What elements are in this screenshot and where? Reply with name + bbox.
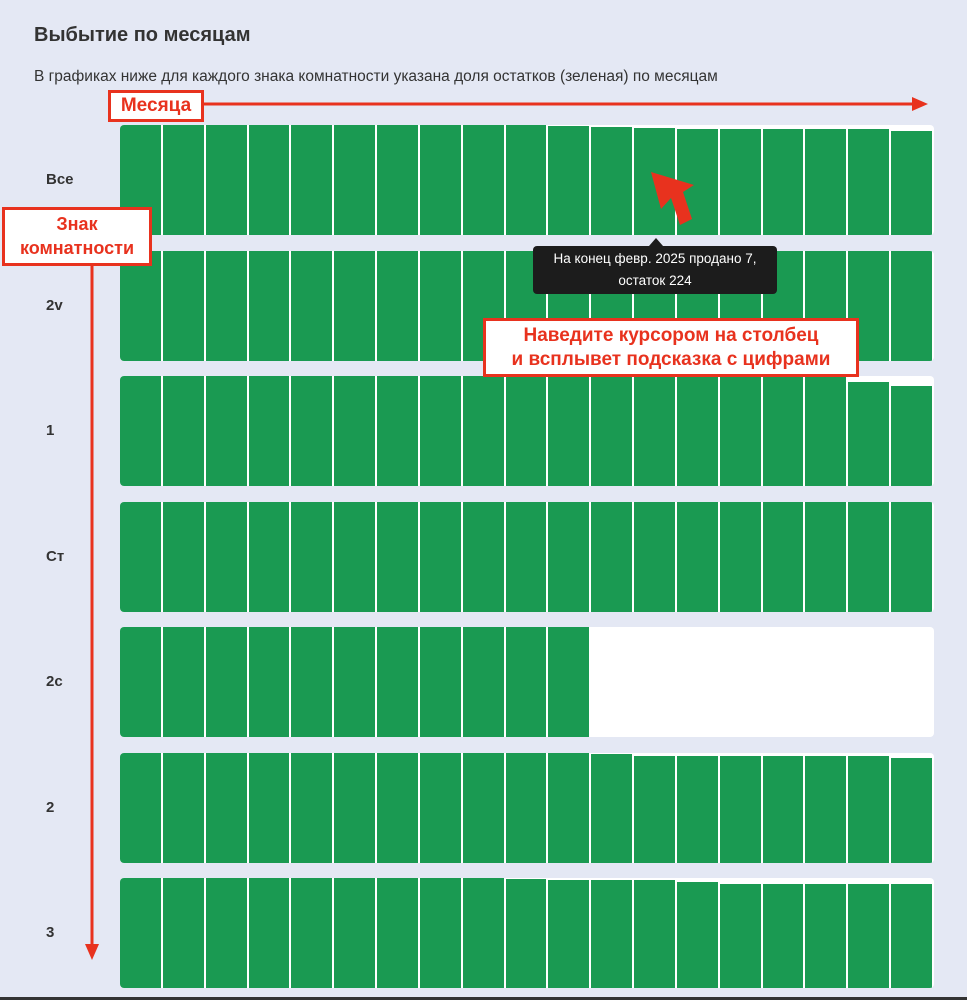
month-bar[interactable] [377,502,418,612]
month-bar[interactable] [206,125,247,235]
month-bar[interactable] [763,884,804,989]
month-bar[interactable] [720,884,761,989]
month-bar[interactable] [891,884,932,989]
month-bar[interactable] [634,128,675,235]
month-bar[interactable] [291,878,332,988]
row-chart-panel [120,878,934,988]
month-bar[interactable] [334,125,375,235]
month-bar[interactable] [120,502,161,612]
month-bar[interactable] [677,129,718,235]
month-bar[interactable] [420,878,461,988]
month-bar[interactable] [463,376,504,486]
month-bar[interactable] [805,377,846,486]
row-label: 2с [46,673,63,690]
month-bar[interactable] [891,502,932,612]
month-bar[interactable] [506,502,547,612]
month-bar[interactable] [763,756,804,863]
month-bar[interactable] [720,129,761,235]
row-label: 2 [46,798,55,816]
months-annotation: Месяца [108,90,204,122]
month-bar[interactable] [548,126,589,235]
month-bar[interactable] [848,382,889,487]
month-bar[interactable] [163,627,204,737]
month-bar[interactable] [420,251,461,361]
month-bar[interactable] [677,882,718,988]
month-bar[interactable] [163,125,204,235]
month-bar[interactable] [420,125,461,235]
room-sign-annotation-line2: комнатности [19,238,135,258]
month-bar[interactable] [805,502,846,612]
month-bar[interactable] [163,753,204,863]
month-bar[interactable] [891,251,932,361]
month-bar[interactable] [591,880,632,988]
month-bar[interactable] [420,753,461,863]
row-label: 2v [46,296,63,314]
month-bar[interactable] [163,376,204,486]
month-bar[interactable] [506,753,547,863]
month-bar[interactable] [206,376,247,486]
month-bar[interactable] [334,753,375,863]
month-bar[interactable] [206,251,247,361]
row-label: 1 [46,422,55,439]
month-bar[interactable] [634,756,675,863]
month-bar[interactable] [591,127,632,235]
month-bar[interactable] [334,627,375,737]
month-bar[interactable] [634,377,675,486]
month-bar[interactable] [548,377,589,486]
room-sign-annotation [2,207,152,266]
month-bar[interactable] [848,129,889,235]
tooltip-line2: остаток 224 [618,273,692,288]
month-bar[interactable] [334,878,375,988]
month-bar[interactable] [548,880,589,988]
month-bar[interactable] [634,502,675,612]
month-bar[interactable] [120,627,161,737]
month-bar[interactable] [506,627,547,737]
month-bar[interactable] [677,502,718,612]
month-bar[interactable] [120,251,161,361]
month-bar[interactable] [720,756,761,863]
month-bar[interactable] [377,125,418,235]
month-bar[interactable] [206,878,247,988]
month-bar[interactable] [891,758,932,863]
month-bar[interactable] [591,377,632,486]
months-arrow-head [912,97,928,111]
month-bar[interactable] [677,377,718,486]
month-bar[interactable] [249,627,290,737]
hover-hint-line1: Наведите курсором на столбец [523,325,819,346]
row-chart-panel [120,125,934,235]
month-bar[interactable] [891,131,932,236]
chart-description: В графиках ниже для каждого знака комнатности указана доля остатков (зеленая) по месяцам [34,68,718,85]
room-sign-arrow-head [85,944,99,960]
month-bar[interactable] [249,878,290,988]
month-bar[interactable] [291,376,332,486]
month-bar[interactable] [377,753,418,863]
month-bar[interactable] [763,129,804,235]
month-bar[interactable] [377,878,418,988]
month-bar[interactable] [377,251,418,361]
month-bar[interactable] [548,627,589,737]
month-bar[interactable] [506,376,547,486]
tooltip-caret [649,238,663,246]
month-bar[interactable] [163,878,204,988]
month-bar[interactable] [249,502,290,612]
month-bar[interactable] [120,878,161,988]
month-bar[interactable] [548,753,589,863]
bar-tooltip [533,246,777,294]
month-bar[interactable] [206,502,247,612]
month-bar[interactable] [420,627,461,737]
row-label: 3 [46,924,55,941]
month-bar[interactable] [291,125,332,235]
month-bar[interactable] [805,884,846,989]
row-label: Все [46,171,74,188]
page-title: Выбытие по месяцам [34,24,251,46]
month-bar[interactable] [677,756,718,863]
month-bar[interactable] [377,627,418,737]
month-bar[interactable] [463,125,504,235]
month-bar[interactable] [463,878,504,988]
month-bar[interactable] [120,753,161,863]
month-bar[interactable] [163,502,204,612]
month-bar[interactable] [591,754,632,863]
month-bar[interactable] [291,753,332,863]
month-bar[interactable] [206,753,247,863]
month-bar[interactable] [763,502,804,612]
tooltip-line1: На конец февр. 2025 продано 7, [553,251,757,266]
month-bar[interactable] [548,502,589,612]
hover-hint-annotation [483,318,859,377]
month-bar[interactable] [334,251,375,361]
month-bar[interactable] [463,627,504,737]
room-sign-annotation-line1: Знак [56,214,98,234]
month-bar[interactable] [206,627,247,737]
month-bar[interactable] [249,251,290,361]
month-bar[interactable] [506,879,547,988]
month-bar[interactable] [291,251,332,361]
month-bar[interactable] [720,377,761,486]
month-bar[interactable] [463,502,504,612]
month-bar[interactable] [848,756,889,863]
month-bar[interactable] [720,502,761,612]
month-bar[interactable] [891,386,932,486]
month-bar[interactable] [805,756,846,863]
month-bar[interactable] [334,502,375,612]
month-bar[interactable] [249,376,290,486]
hover-hint-line2: и всплывет подсказка с цифрами [511,349,831,370]
month-bar[interactable] [805,129,846,235]
month-bar[interactable] [163,251,204,361]
month-bar[interactable] [249,753,290,863]
month-bar[interactable] [377,376,418,486]
row-chart-panel [120,627,934,737]
month-bar[interactable] [249,125,290,235]
month-bar[interactable] [848,884,889,989]
month-bar[interactable] [420,502,461,612]
month-bar[interactable] [291,502,332,612]
row-label: Ст [46,547,65,565]
month-bar[interactable] [634,880,675,988]
month-bar[interactable] [120,376,161,486]
month-bar[interactable] [463,753,504,863]
month-bar[interactable] [334,376,375,486]
month-bar[interactable] [506,125,547,235]
row-chart-panel [120,502,934,612]
month-bar[interactable] [848,502,889,612]
row-chart-panel [120,376,934,486]
month-bar[interactable] [420,376,461,486]
month-bar[interactable] [291,627,332,737]
month-bar[interactable] [591,502,632,612]
row-chart-panel [120,753,934,863]
month-bar[interactable] [763,377,804,486]
